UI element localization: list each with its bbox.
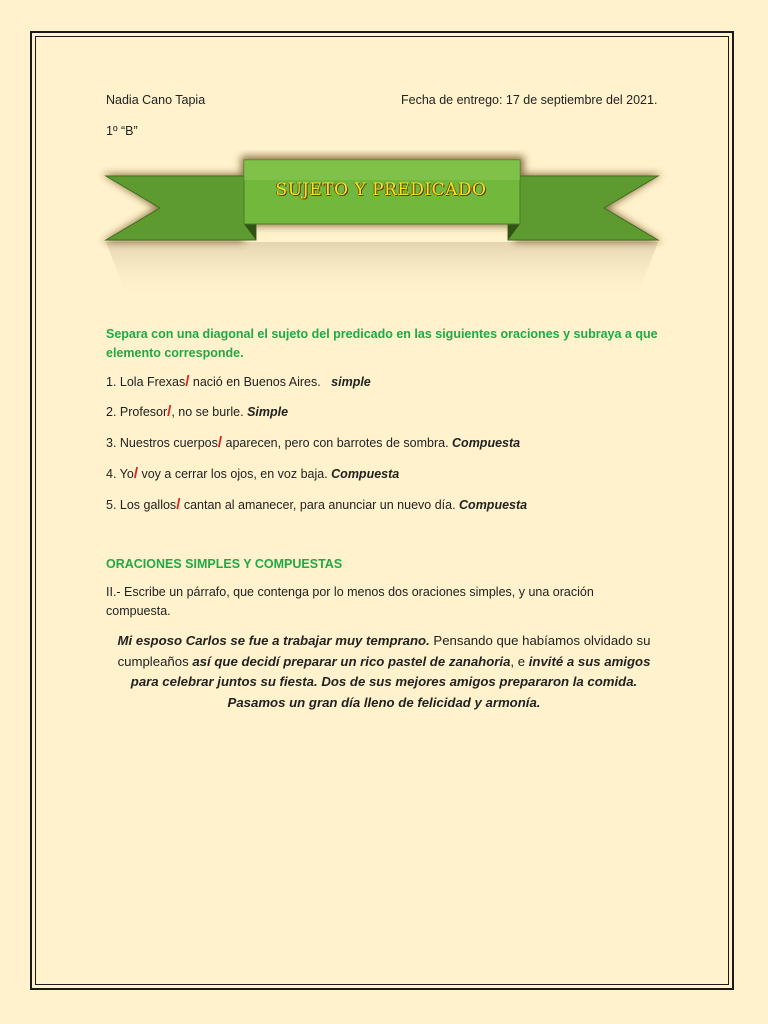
answer-paragraph <box>106 631 662 713</box>
diagonal-slash: / <box>133 465 138 482</box>
paragraph-segment: , e <box>510 653 529 669</box>
paragraph-segment: Pensando que habíamos olvidado su cumpleaños <box>117 633 651 669</box>
delivery-date: Fecha de entrego: 17 de septiembre del 2021. <box>401 93 658 107</box>
diagonal-slash: / <box>217 434 223 451</box>
sentence-4 <box>106 466 399 482</box>
sentence-kind: Compuesta <box>459 498 528 512</box>
diagonal-slash: / <box>176 496 181 513</box>
sentence-subject: 3. Nuestros cuerpos <box>106 436 218 450</box>
paragraph-segment: así que decidí preparar un rico pastel de zanahoria <box>192 653 511 669</box>
sentence-subject: 4. Yo <box>106 467 134 481</box>
banner-title: SUJETO Y PREDICADO <box>275 180 487 200</box>
sentence-kind: Compuesta <box>331 467 400 481</box>
sentence-subject: 1. Lola Frexas <box>106 375 186 389</box>
grade-label: 1º “B” <box>106 124 138 138</box>
sentence-1 <box>106 374 371 390</box>
sentence-predicate: voy a cerrar los ojos, en voz baja. <box>138 467 332 481</box>
ribbon-right-tail <box>508 176 658 240</box>
paragraph-segment: Mi esposo Carlos se fue a trabajar muy temprano. <box>117 633 430 648</box>
exercise2-instruction: II.- Escribe un párrafo, que contenga por lo menos dos oraciones simples, y una oración <box>106 585 594 599</box>
sentence-kind: Simple <box>247 405 289 419</box>
title-ribbon-banner <box>96 150 668 300</box>
sentence-2 <box>106 404 288 420</box>
sentence-predicate: cantan al amanecer, para anunciar un nuevo día. <box>180 498 460 512</box>
ribbon-highlight <box>244 160 520 180</box>
paragraph-segment: invité a sus amigos para celebrar juntos su fiesta. Dos de sus mejores amigos prepararon la comida. Pasamos un gran día lleno de felicidad y armonía. <box>130 653 651 710</box>
exercise-instruction: Separa con una diagonal el sujeto del predicado en las siguientes oraciones y subraya a que <box>106 327 658 341</box>
sentence-predicate: , no se burle. <box>171 405 248 419</box>
sentence-subject: 2. Profesor <box>106 405 168 419</box>
student-name: Nadia Cano Tapia <box>106 93 206 107</box>
sentence-subject: 5. Los gallos <box>106 498 177 512</box>
sentence-3 <box>106 435 520 451</box>
sentence-predicate: aparecen, pero con barrotes de sombra. <box>222 436 453 450</box>
section-title: ORACIONES SIMPLES Y COMPUESTAS <box>106 557 343 571</box>
sentence-5 <box>106 497 527 513</box>
ribbon-reflection <box>106 242 658 300</box>
sentence-predicate: nació en Buenos Aires. <box>189 375 332 389</box>
exercise2-instruction-cont: compuesta. <box>106 604 171 618</box>
diagonal-slash: / <box>185 373 190 390</box>
diagonal-slash: / <box>167 403 172 420</box>
sentence-kind: Compuesta <box>452 436 521 450</box>
sentence-kind: simple <box>331 375 371 389</box>
ribbon-left-tail <box>106 176 256 240</box>
exercise-instruction-cont: elemento corresponde. <box>106 346 244 360</box>
